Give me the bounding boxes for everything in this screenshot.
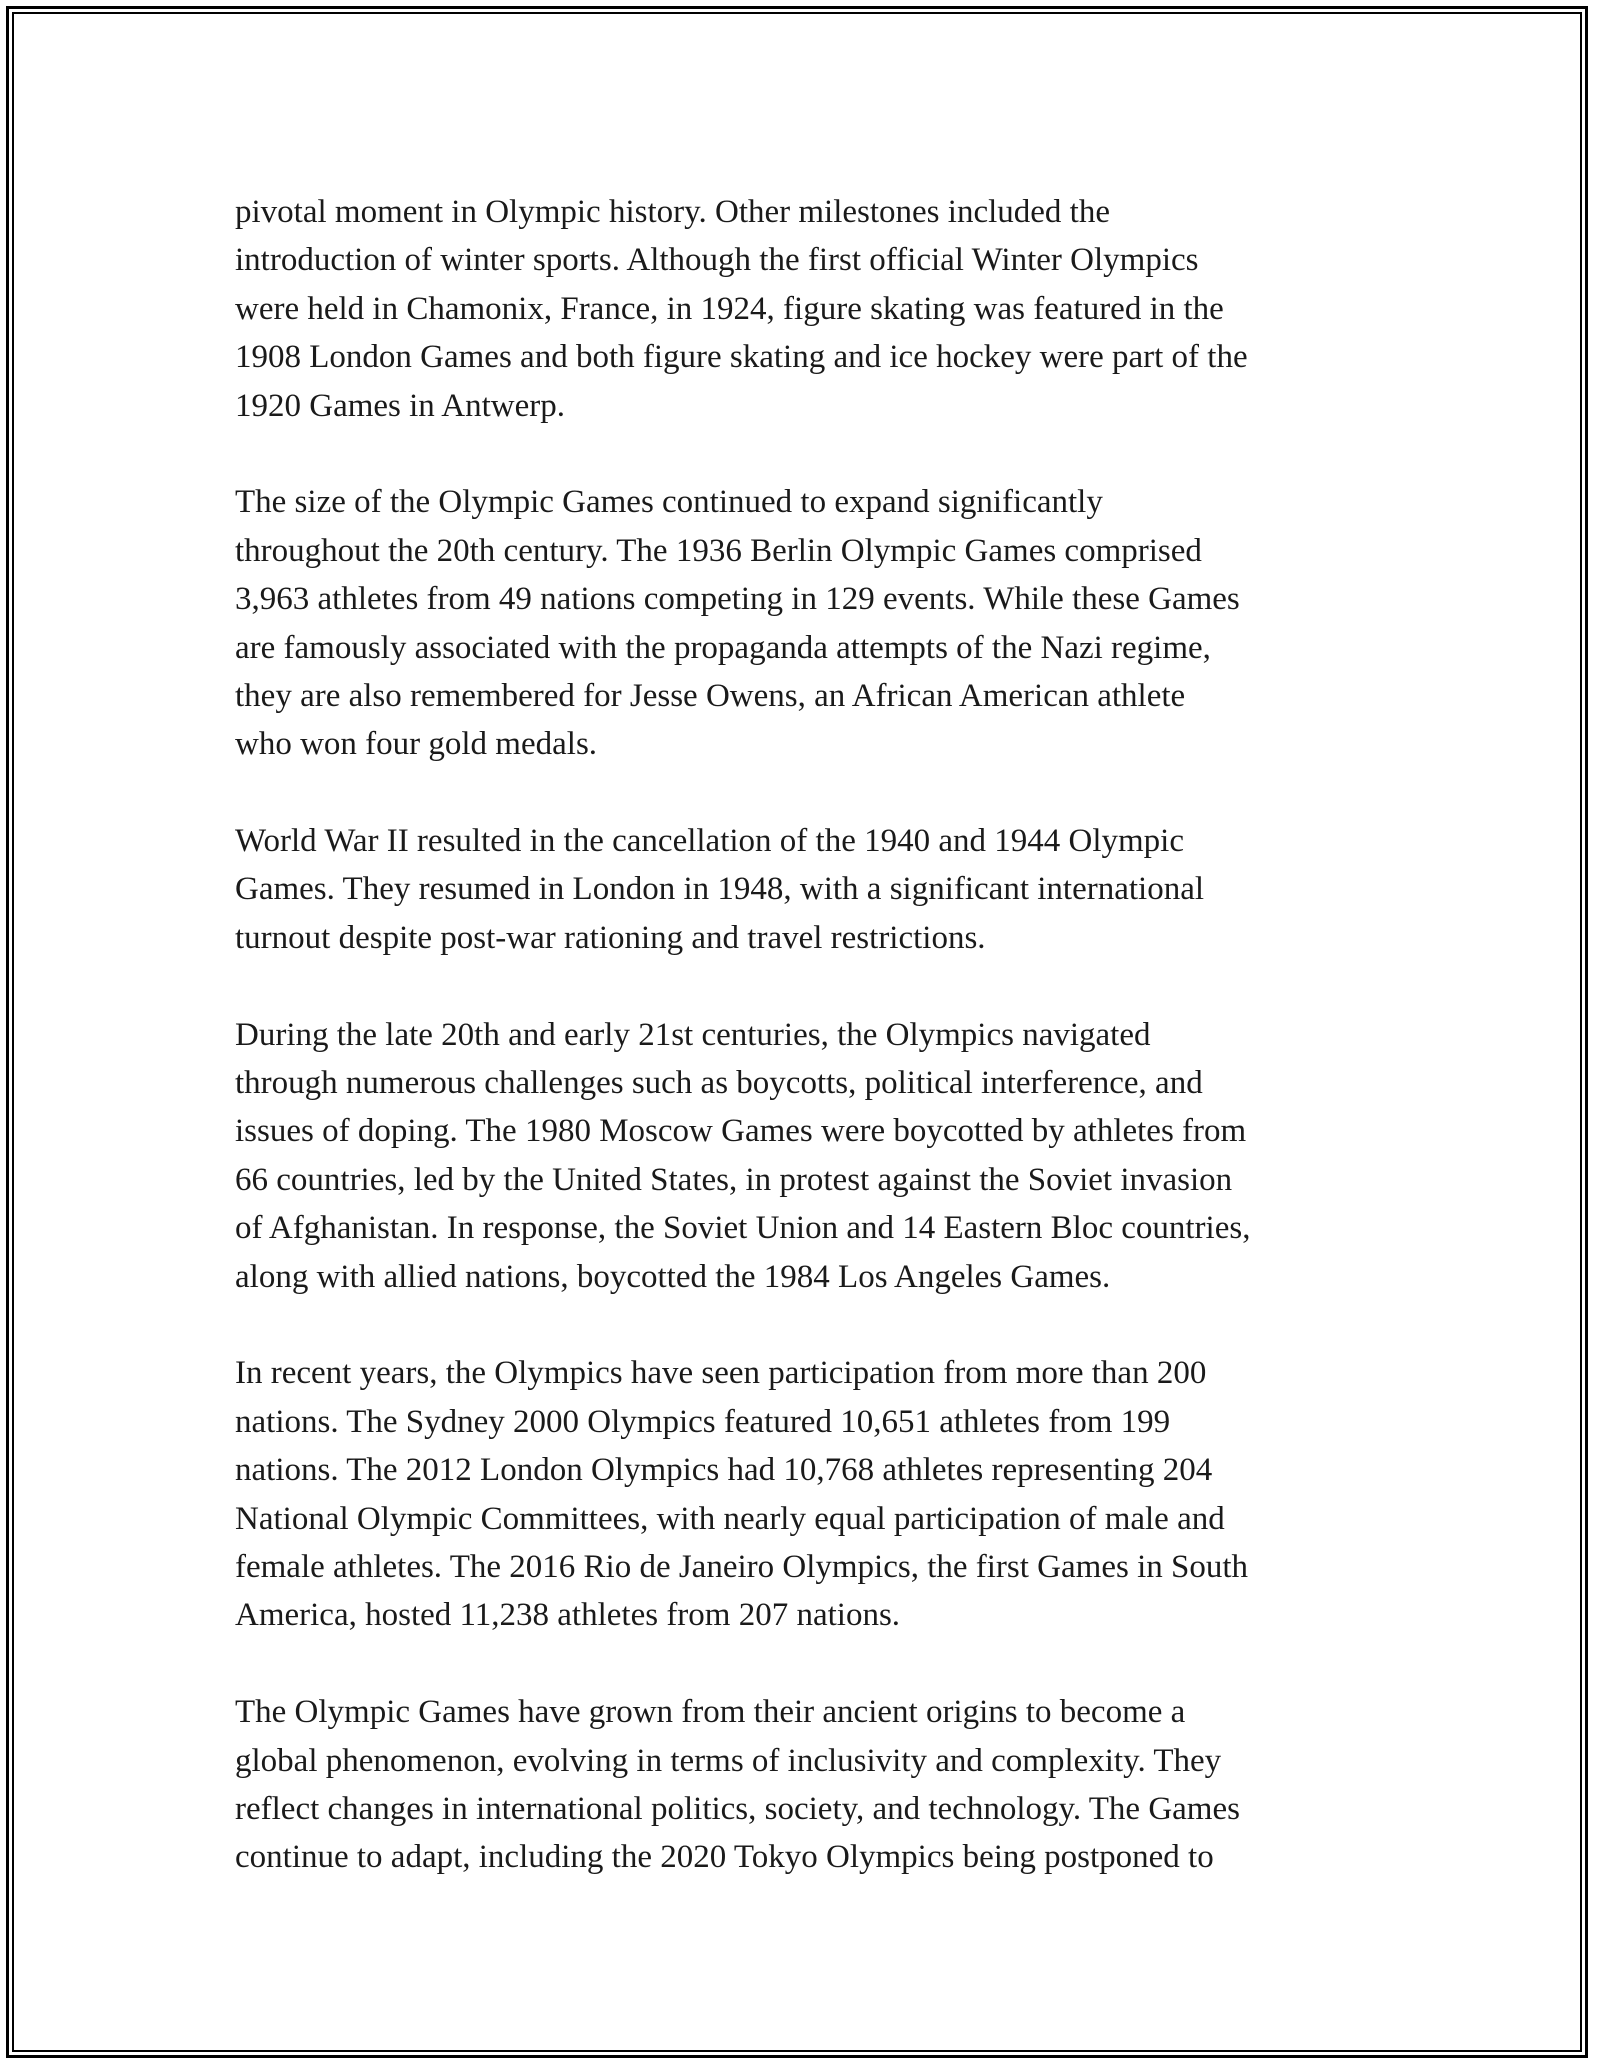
paragraph-games-expansion bbox=[235, 478, 1385, 768]
text-line: are famously associated with the propaganda attempts of the Nazi regime, bbox=[235, 629, 1211, 666]
paragraph-boycotts bbox=[235, 1011, 1385, 1301]
text-line: 3,963 athletes from 49 nations competing in 129 events. While these Games bbox=[235, 581, 1240, 618]
text-line: National Olympic Committees, with nearly equal participation of male and bbox=[235, 1500, 1225, 1537]
text-line: turnout despite post-war rationing and travel restrictions. bbox=[235, 919, 986, 956]
text-line: 1920 Games in Antwerp. bbox=[235, 387, 565, 424]
paragraph-winter-sports bbox=[235, 188, 1385, 430]
paragraph-recent-participation bbox=[235, 1349, 1385, 1639]
text-line: issues of doping. The 1980 Moscow Games were boycotted by athletes from bbox=[235, 1113, 1247, 1150]
text-line: Games. They resumed in London in 1948, with a significant international bbox=[235, 871, 1205, 908]
text-line: were held in Chamonix, France, in 1924, figure skating was featured in the bbox=[235, 290, 1224, 327]
text-line: nations. The Sydney 2000 Olympics featured 10,651 athletes from 199 bbox=[235, 1403, 1171, 1440]
document-body bbox=[235, 188, 1385, 1882]
text-line: 66 countries, led by the United States, in protest against the Soviet invasion bbox=[235, 1161, 1233, 1198]
text-line: During the late 20th and early 21st centuries, the Olympics navigated bbox=[235, 1016, 1151, 1053]
text-line: pivotal moment in Olympic history. Other milestones included the bbox=[235, 194, 1110, 230]
text-line: America, hosted 11,238 athletes from 207 nations. bbox=[235, 1597, 901, 1634]
text-line: reflect changes in international politics, society, and technology. The Games bbox=[235, 1790, 1240, 1827]
text-line: The Olympic Games have grown from their ancient origins to become a bbox=[235, 1694, 1186, 1731]
text-line: introduction of winter sports. Although the first official Winter Olympics bbox=[235, 242, 1199, 279]
text-line: 1908 London Games and both figure skating and ice hockey were part of the bbox=[235, 339, 1248, 376]
text-line: World War II resulted in the cancellation of the 1940 and 1944 Olympic bbox=[235, 823, 1184, 860]
text-line: who won four gold medals. bbox=[235, 726, 598, 763]
text-line: throughout the 20th century. The 1936 Berlin Olympic Games comprised bbox=[235, 532, 1202, 569]
text-line: The size of the Olympic Games continued to expand significantly bbox=[235, 484, 1103, 521]
text-line: nations. The 2012 London Olympics had 10,768 athletes representing 204 bbox=[235, 1452, 1213, 1489]
text-line: In recent years, the Olympics have seen participation from more than 200 bbox=[235, 1355, 1207, 1392]
text-line: they are also remembered for Jesse Owens, an African American athlete bbox=[235, 677, 1186, 714]
paragraph-world-war-ii bbox=[235, 817, 1385, 962]
text-line: female athletes. The 2016 Rio de Janeiro Olympics, the first Games in South bbox=[235, 1548, 1249, 1585]
text-line: along with allied nations, boycotted the 1984 Los Angeles Games. bbox=[235, 1258, 1111, 1295]
text-line: through numerous challenges such as boycotts, political interference, and bbox=[235, 1065, 1203, 1102]
text-line: global phenomenon, evolving in terms of inclusivity and complexity. They bbox=[235, 1742, 1222, 1779]
paragraph-global-phenomenon bbox=[235, 1688, 1385, 1882]
text-line: of Afghanistan. In response, the Soviet Union and 14 Eastern Bloc countries, bbox=[235, 1210, 1251, 1247]
text-line: continue to adapt, including the 2020 Tokyo Olympics being postponed to bbox=[235, 1839, 1214, 1876]
